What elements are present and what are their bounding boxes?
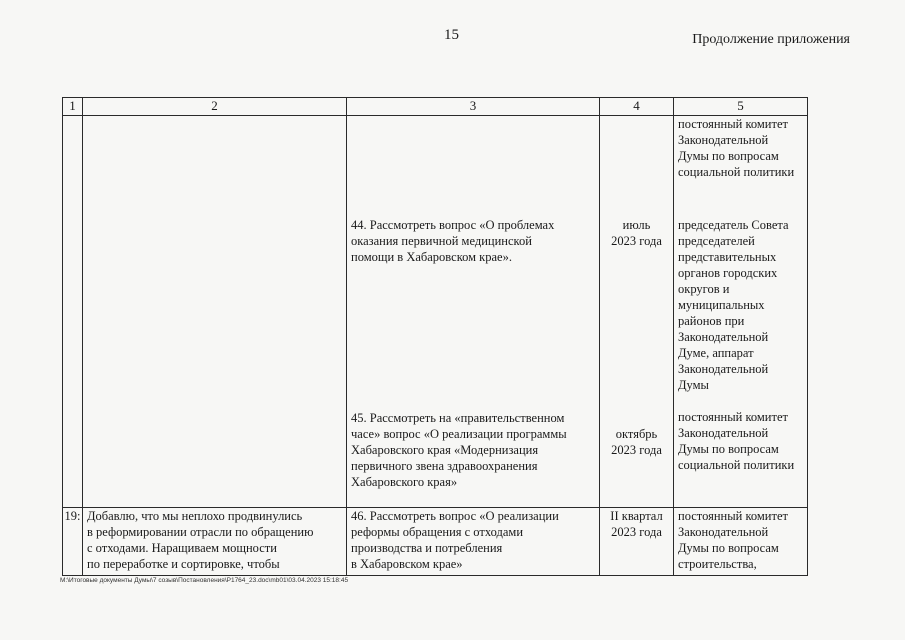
term-line: 2023 года [611,234,662,248]
text-line: реформы обращения с отходами [351,525,524,539]
column-header: 1 [63,98,83,116]
text-line: 44. Рассмотреть вопрос «О проблемах [351,218,555,232]
table-row [63,116,808,508]
text-line: Добавлю, что мы неплохо продвинулись [87,509,303,523]
resp-line: Законодательной [678,362,769,376]
resp-line: социальной политики [678,458,795,472]
resp-line: Законодательной [678,525,769,539]
resp-line: Думе, аппарат [678,346,754,360]
resp-line: округов и [678,282,730,296]
column-header: 4 [600,98,674,116]
column-header: 3 [347,98,600,116]
text-line: Хабаровского края «Модернизация [351,443,539,457]
row-number-cell [63,116,83,508]
text-line: первичного звена здравоохранения [351,459,538,473]
text-line: помощи в Хабаровском крае». [351,250,512,264]
text-line: с отходами. Наращиваем мощности [87,541,277,555]
resp-line: представительных [678,250,777,264]
description-cell [83,116,347,508]
text-line: Хабаровского края» [351,475,458,489]
table-row [63,508,808,576]
item-44-text [351,217,595,265]
resp-line: Думы по вопросам [678,442,779,456]
column-header: 2 [83,98,347,116]
resp-line: строительства, [678,557,757,571]
column-header: 5 [674,98,808,116]
responsible-block [678,116,803,180]
resp-line: социальной политики [678,165,795,179]
text-line: производства и потребления [351,541,503,555]
item-45-text [351,410,595,490]
item-44-term [604,217,669,249]
term-line: октябрь [615,427,658,441]
footer-file-path: M:\Итоговые документы Думы\7 созыв\Постановления\P1764_23.doc\mb01\03.04.2023 15:18:45 [60,577,349,584]
resp-line: Законодательной [678,426,769,440]
appendix-table [62,97,808,576]
table-header-row [63,98,808,116]
text-line: часе» вопрос «О реализации программы [351,427,567,441]
resp-line: органов городских [678,266,778,280]
responsible-cell [674,116,808,508]
resp-line: постоянный комитет [678,509,788,523]
resp-line: районов при [678,314,745,328]
continuation-label: Продолжение приложения [692,32,850,47]
page-number: 15 [444,27,459,43]
term-line: июль [622,218,651,232]
action-cell [347,116,600,508]
responsible-cell [674,508,808,576]
text-line: оказания первичной медицинской [351,234,532,248]
resp-line: Думы [678,378,709,392]
resp-line: Думы по вопросам [678,149,779,163]
resp-line: постоянный комитет [678,410,788,424]
responsible-block [678,217,803,393]
resp-line: постоянный комитет [678,117,788,131]
text-line: в Хабаровском крае» [351,557,463,571]
text-line: 45. Рассмотреть на «правительственном [351,411,565,425]
action-cell [347,508,600,576]
description-cell [83,508,347,576]
row-number-cell: 19: [63,508,83,576]
term-cell [600,116,674,508]
text-line: по переработке и сортировке, чтобы [87,557,280,571]
responsible-block [678,409,803,473]
text-line: в реформировании отрасли по обращению [87,525,314,539]
resp-line: председатель Совета [678,218,789,232]
term-line: 2023 года [611,525,662,539]
resp-line: муниципальных [678,298,765,312]
resp-line: Законодательной [678,330,769,344]
resp-line: Думы по вопросам [678,541,779,555]
item-45-term [604,426,669,458]
term-cell [600,508,674,576]
term-line: 2023 года [611,443,662,457]
term-line: II квартал [610,509,663,523]
resp-line: Законодательной [678,133,769,147]
text-line: 46. Рассмотреть вопрос «О реализации [351,509,559,523]
resp-line: председателей [678,234,755,248]
